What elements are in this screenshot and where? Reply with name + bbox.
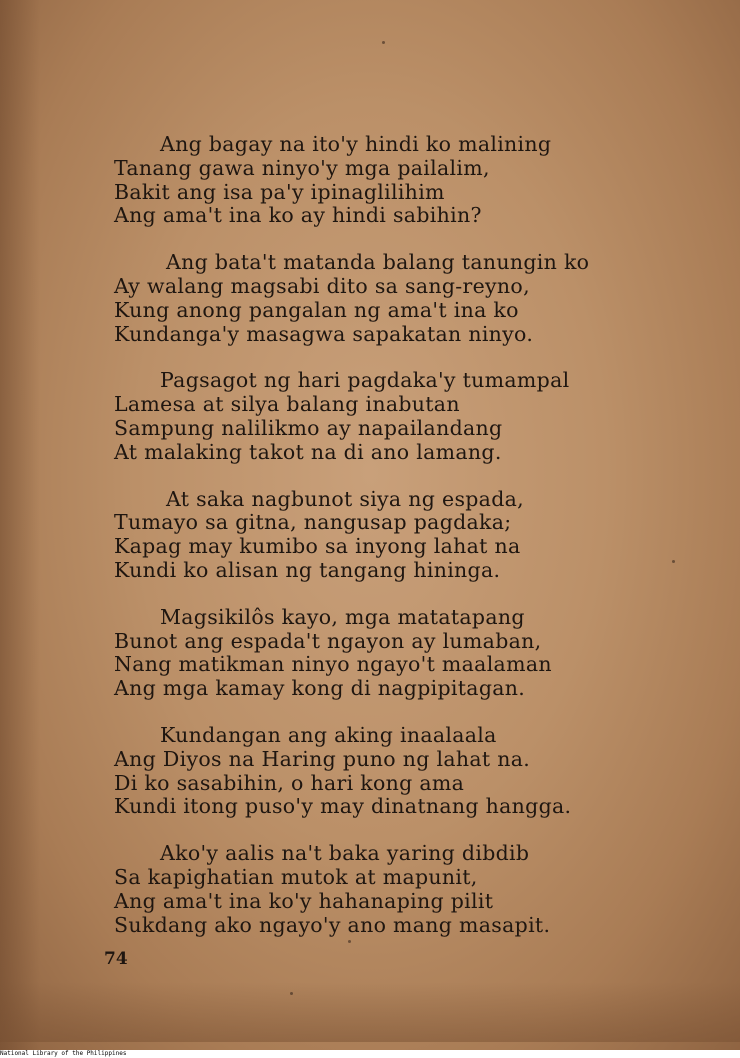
poem-line: Sampung nalilikmo ay napailandang <box>114 415 503 440</box>
poem-line: Ang bagay na ito'y hindi ko malining <box>160 132 552 156</box>
stanza-4 <box>114 488 634 583</box>
poem-line: Kundi ko alisan ng tangang hininga. <box>114 557 501 582</box>
poem-line: Ang ama't ina ko'y hahanaping pilit <box>114 888 494 913</box>
poem-line: Ang mga kamay kong di nagpipitagan. <box>114 676 526 701</box>
poem-line: Ang bata't matanda balang tanungin ko <box>166 250 590 275</box>
footer-credit: National Library of the Philippines <box>0 1050 127 1057</box>
poem-line: Kundanga'y masagwa sapakatan ninyo. <box>114 321 534 346</box>
poem-line: Tumayo sa gitna, nangusap pagdaka; <box>114 510 512 535</box>
poem-line: Tanang gawa ninyo'y mga pailalim, <box>114 155 490 180</box>
poem-line: Di ko sasabihin, o hari kong ama <box>114 770 465 795</box>
poem-line: Bakit ang isa pa'y ipinaglilihim <box>114 179 445 204</box>
poem-line: Magsikilôs kayo, mga matatapang <box>160 604 525 629</box>
paper-speck <box>382 41 385 44</box>
stanza-6 <box>114 724 634 819</box>
poem-line: Ang ama't ina ko ay hindi sabihin? <box>114 203 482 228</box>
poem-line: Bunot ang espada't ngayon ay lumaban, <box>114 628 542 653</box>
poem-line: At saka nagbunot siya ng espada, <box>166 486 524 511</box>
stanza-2 <box>114 251 634 346</box>
poem-line: Sukdang ako ngayo'y ano mang masapit. <box>114 912 551 937</box>
page-number: 74 <box>104 949 128 969</box>
stanza-1 <box>114 133 634 228</box>
stanza-3 <box>114 369 634 464</box>
poem-line: Ako'y aalis na't baka yaring dibdib <box>160 841 530 866</box>
paper-speck <box>672 560 675 563</box>
poem-line: Kundangan ang aking inaalaala <box>160 722 497 747</box>
page-bottom-shadow <box>0 982 740 1042</box>
poem-line: Nang matikman ninyo ngayo't maalaman <box>114 652 552 677</box>
footer-strip <box>0 1050 740 1058</box>
poem-line: At malaking takot na di ano lamang. <box>114 439 502 464</box>
page-edge-shadow <box>0 0 40 1050</box>
poem-line: Sa kapighatian mutok at mapunit, <box>114 864 478 889</box>
paper-speck <box>290 992 293 995</box>
poem-line: Ang Diyos na Haring puno ng lahat na. <box>114 746 531 771</box>
poem-line: Pagsagot ng hari pagdaka'y tumampal <box>160 368 570 393</box>
poem-line: Ay walang magsabi dito sa sang-reyno, <box>114 273 530 298</box>
poem-body <box>114 133 634 960</box>
paper-speck <box>348 940 351 943</box>
poem-line: Kung anong pangalan ng ama't ina ko <box>114 297 519 322</box>
stanza-7 <box>114 842 634 937</box>
stanza-5 <box>114 606 634 701</box>
poem-line: Kundi itong puso'y may dinatnang hangga. <box>114 794 572 819</box>
poem-line: Lamesa at silya balang inabutan <box>114 392 460 417</box>
poem-line: Kapag may kumibo sa inyong lahat na <box>114 534 521 559</box>
